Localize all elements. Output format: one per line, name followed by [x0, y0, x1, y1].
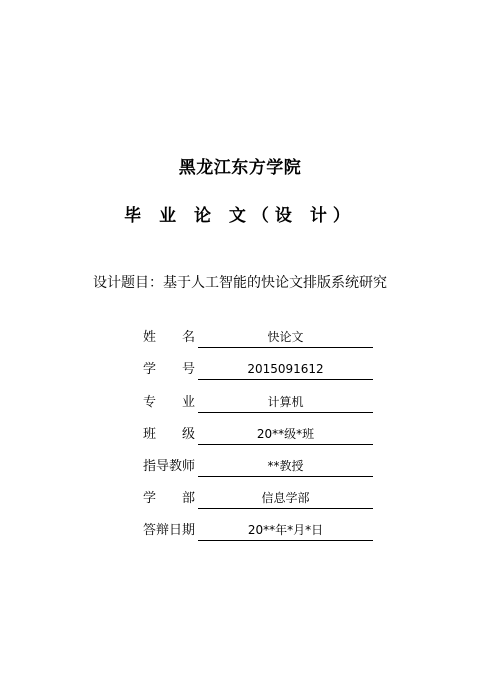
department-label-char-2: 部 [181, 491, 195, 506]
major-label-char-2: 业 [181, 395, 195, 410]
student-id-field [198, 361, 373, 380]
document-type-title: 毕 业 论 文（设 计） [124, 206, 356, 226]
defense-date-label: 答辩日期 [143, 523, 196, 538]
department-label-char-1: 学 [143, 491, 157, 506]
major-value: 计算机 [267, 395, 304, 409]
name-label [143, 329, 195, 347]
student-id-label-char-1: 学 [143, 362, 157, 377]
major-field [198, 394, 373, 413]
name-label-char-1: 姓 [143, 330, 157, 345]
major-row [143, 394, 373, 416]
advisor-value: **教授 [267, 459, 304, 473]
class-field [198, 426, 373, 445]
class-label [143, 426, 195, 444]
defense-date-row [143, 522, 373, 544]
class-row [143, 426, 373, 448]
major-label [143, 394, 195, 412]
department-label [143, 490, 195, 508]
advisor-label: 指导教师 [143, 459, 196, 474]
name-row [143, 329, 373, 351]
student-id-label-char-2: 号 [181, 362, 195, 377]
student-id-row [143, 361, 373, 383]
thesis-topic: 设计题目：基于人工智能的快论文排版系统研究 [93, 275, 387, 291]
advisor-field [198, 458, 373, 477]
student-id-value: 2015091612 [247, 362, 324, 376]
class-label-char-1: 班 [143, 427, 157, 442]
name-label-char-2: 名 [181, 330, 195, 345]
school-name: 黑龙江东方学院 [178, 158, 302, 178]
student-id-label [143, 361, 195, 379]
department-field [198, 490, 373, 509]
name-value: 快论文 [267, 330, 304, 344]
advisor-row [143, 458, 373, 480]
department-row [143, 490, 373, 512]
defense-date-field [198, 522, 373, 541]
class-label-char-2: 级 [181, 427, 195, 442]
class-value: 20**级*班 [256, 427, 315, 441]
department-value: 信息学部 [261, 491, 310, 505]
name-field [198, 329, 373, 348]
defense-date-value: 20**年*月*日 [247, 523, 324, 537]
major-label-char-1: 专 [143, 395, 157, 410]
